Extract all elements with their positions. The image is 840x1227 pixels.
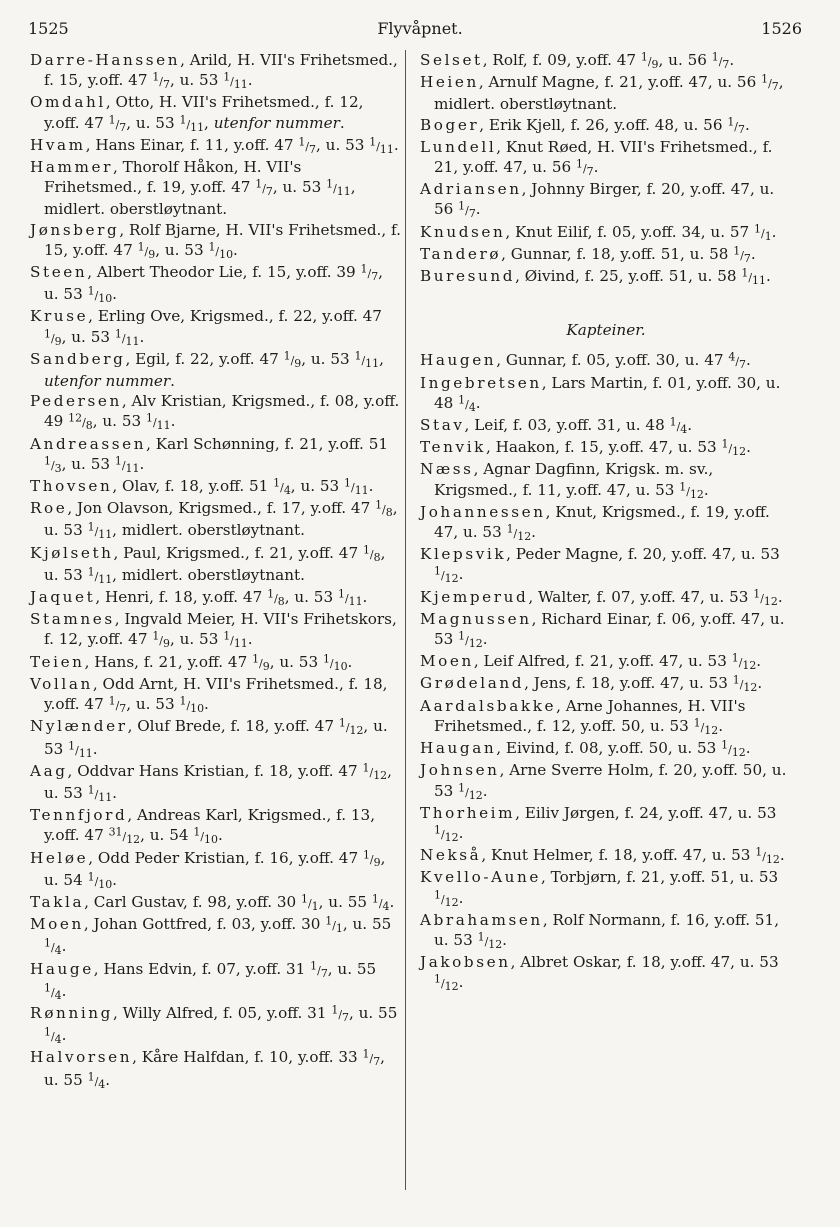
surname: Johnsen: [420, 761, 500, 780]
roster-entry: Rønning, Willy Alfred, f. 05, y.off. 31 $^1/_7$, u. 55 $^1/_4$.: [30, 1003, 398, 1047]
date-fraction: $^1/_8$: [375, 498, 393, 520]
surname: Kjemperud: [420, 587, 529, 606]
roster-entry: Buresund, Øivind, f. 25, y.off. 51, u. 58 $^1/_{11}$.: [420, 266, 771, 288]
surname: Næss: [420, 460, 474, 479]
date-fraction: $^1/_{12}$: [753, 587, 778, 608]
roster-entry: Jønsberg, Rolf Bjarne, H. VII's Frihetsmed., f. 15, y.off. 47 $^1/_9$, u. 53 $^1/_{10}$.: [30, 220, 401, 262]
roster-entry: Hammer, Thorolf Håkon, H. VII's Frihetsmed., f. 19, y.off. 47 $^1/_7$, u. 53 $^1/_{11}$, midlert. oberstløytnant.: [30, 158, 356, 219]
roster-entry: Selset, Rolf, f. 09, y.off. 47 $^1/_9$, u. 56 $^1/_7$.: [420, 50, 735, 72]
roster-entry: Darre-Hanssen, Arild, H. VII's Frihetsmed., f. 15, y.off. 47 $^1/_7$, u. 53 $^1/_{11}$.: [30, 51, 398, 92]
date-fraction: $^1/_{10}$: [87, 870, 113, 891]
date-fraction: $^1/_{11}$: [223, 629, 248, 651]
surname: Knudsen: [420, 222, 506, 241]
date-fraction: $^1/_4$: [87, 1069, 106, 1091]
date-fraction: $^1/_{11}$: [223, 70, 248, 92]
column-divider: [405, 50, 406, 1190]
date-fraction: $^1/_{11}$: [179, 112, 205, 134]
surname: Roe: [30, 499, 68, 518]
date-fraction: $^1/_4$: [458, 393, 476, 415]
surname: Omdahl: [30, 93, 106, 112]
roster-entry: Adriansen, Johnny Birger, f. 20, y.off. 47, u. 56 $^1/_7$.: [420, 180, 775, 221]
surname: Thovsen: [30, 477, 113, 496]
date-fraction: $^1/_4$: [273, 476, 291, 498]
surname: Halvorsen: [30, 1048, 133, 1067]
surname: Aardalsbakke: [420, 696, 557, 715]
roster-entry: Aardalsbakke, Arne Johannes, H. VII's Frihetsmed., f. 12, y.off. 50, u. 53 $^1/_{12}$.: [420, 696, 746, 738]
date-fraction: $^1/_4$: [44, 936, 62, 958]
roster-entry: Moen, Johan Gottfred, f. 03, y.off. 30 $^1/_1$, u. 55 $^1/_4$.: [30, 914, 392, 958]
surname: Magnussen: [420, 609, 532, 628]
roster-entry: Moen, Leif Alfred, f. 21, y.off. 47, u. 53 $^1/_{12}$.: [420, 651, 762, 673]
date-fraction: $^1/_7$: [298, 135, 317, 156]
surname: Rønning: [30, 1003, 113, 1022]
roster-entry: Kruse, Erling Ove, Krigsmed., f. 22, y.off. 47 $^1/_9$, u. 53 $^1/_{11}$.: [30, 307, 382, 348]
date-fraction: $^1/_{12}$: [458, 629, 483, 651]
roster-entry: Sandberg, Egil, f. 22, y.off. 47 $^1/_9$, u. 53 $^1/_{11}$, utenfor nummer.: [30, 349, 384, 391]
roster-entry: Nekså, Knut Helmer, f. 18, y.off. 47, u. 53 $^1/_{12}$.: [420, 845, 785, 867]
surname: Adriansen: [420, 180, 522, 199]
roster-entry: Teien, Hans, f. 21, y.off. 47 $^1/_9$, u. 53 $^1/_{10}$.: [30, 652, 353, 673]
date-fraction: $^1/_3$: [44, 454, 62, 476]
date-fraction: $^1/_4$: [44, 1025, 62, 1047]
surname: Kjølseth: [30, 543, 114, 562]
date-fraction: $^1/_9$: [362, 847, 381, 869]
running-header: [20, 14, 820, 44]
date-fraction: $^1/_7$: [761, 72, 779, 94]
surname: Heløe: [30, 848, 89, 867]
page-number-left: 1525: [28, 19, 69, 38]
date-fraction: $^1/_{10}$: [179, 694, 205, 716]
surname: Sandberg: [30, 349, 126, 368]
date-fraction: $^1/_{10}$: [322, 652, 348, 673]
surname: Nylænder: [30, 717, 128, 736]
roster-entry: Nylænder, Oluf Brede, f. 18, y.off. 47 $^1/_{12}$, u. 53 $^1/_{11}$.: [30, 716, 388, 760]
date-fraction: $^1/_9$: [152, 629, 170, 651]
date-fraction: $^1/_7$: [331, 1003, 349, 1025]
roster-entry: Haugen, Gunnar, f. 05, y.off. 30, u. 47 $^4/_7$.: [420, 350, 751, 372]
roster-entry: Ingebretsen, Lars Martin, f. 01, y.off. 30, u. 48 $^1/_4$.: [420, 373, 781, 415]
surname: Stamnes: [30, 610, 115, 629]
roster-entry: Andreassen, Karl Schønning, f. 21, y.off. 51 $^1/_3$, u. 53 $^1/_{11}$.: [30, 434, 389, 476]
date-fraction: $^1/_7$: [711, 50, 730, 72]
date-fraction: $^1/_7$: [733, 244, 751, 266]
surname: Hammer: [30, 158, 113, 177]
date-fraction: $^1/_{12}$: [731, 651, 757, 673]
date-fraction: $^1/_{12}$: [362, 761, 388, 782]
surname: Haugan: [420, 739, 497, 758]
surname: Kruse: [30, 307, 89, 326]
roster-entry: Næss, Agnar Dagfinn, Krigsk. m. sv., Krigsmed., f. 11, y.off. 47, u. 53 $^1/_{12}$.: [420, 460, 714, 501]
roster-entry: Johannessen, Knut, Krigsmed., f. 19, y.off. 47, u. 53 $^1/_{12}$.: [420, 502, 770, 544]
date-fraction: $^1/_{12}$: [458, 780, 483, 802]
date-fraction: $^1/_7$: [310, 958, 328, 980]
date-fraction: $^{31}/_{12}$: [108, 825, 141, 847]
surname: Tanderø: [420, 244, 502, 263]
note-italic: utenfor nummer: [44, 372, 171, 391]
roster-entry: Tennfjord, Andreas Karl, Krigsmed., f. 13, y.off. 47 $^{31}/_{12}$, u. 54 $^1/_{10}$.: [30, 806, 376, 847]
surname: Teien: [30, 652, 85, 671]
roster-entry: Boger, Erik Kjell, f. 26, y.off. 48, u. 56 $^1/_7$.: [420, 114, 750, 136]
roster-entry: Magnussen, Richard Einar, f. 06, y.off. 47, u. 53 $^1/_{12}$.: [420, 609, 785, 651]
roster-entry: Lundell, Knut Røed, H. VII's Frihetsmed., f. 21, y.off. 47, u. 56 $^1/_7$.: [420, 137, 773, 179]
date-fraction: $^1/_{12}$: [755, 845, 780, 867]
date-fraction: $^1/_9$: [640, 50, 659, 72]
surname: Abrahamsen: [420, 910, 543, 929]
roster-entry: Steen, Albert Theodor Lie, f. 15, y.off. 39 $^1/_7$, u. 53 $^1/_{10}$.: [30, 262, 383, 306]
page-number-right: 1526: [761, 19, 802, 38]
roster-entry: Stav, Leif, f. 03, y.off. 31, u. 48 $^1/_4$.: [420, 415, 693, 437]
roster-entry: Takla, Carl Gustav, f. 98, y.off. 30 $^1/_1$, u. 55 $^1/_4$.: [30, 892, 395, 914]
date-fraction: $^1/_{12}$: [721, 738, 746, 760]
roster-entry: Vollan, Odd Arnt, H. VII's Frihetsmed., f. 18, y.off. 47 $^1/_7$, u. 53 $^1/_{10}$.: [30, 674, 388, 716]
roster-entry: Jaquet, Henri, f. 18, y.off. 47 $^1/_8$, u. 53 $^1/_{11}$.: [30, 587, 368, 609]
roster-entry: Aag, Oddvar Hans Kristian, f. 18, y.off. 47 $^1/_{12}$, u. 53 $^1/_{11}$.: [30, 761, 392, 805]
surname: Andreassen: [30, 434, 147, 453]
surname: Tennfjord: [30, 806, 128, 825]
date-fraction: $^1/_4$: [371, 892, 390, 914]
surname: Takla: [30, 892, 85, 911]
date-fraction: $^1/_{10}$: [87, 284, 113, 306]
date-fraction: $^1/_{10}$: [208, 240, 234, 262]
date-fraction: $^1/_{11}$: [87, 520, 113, 542]
surname: Klepsvik: [420, 545, 507, 564]
date-fraction: $^1/_{11}$: [114, 454, 140, 476]
date-fraction: $^1/_7$: [576, 157, 594, 179]
date-fraction: $^{12}/_8$: [68, 411, 93, 433]
date-fraction: $^1/_{11}$: [87, 783, 113, 805]
surname: Nekså: [420, 846, 482, 865]
roster-entry: Klepsvik, Peder Magne, f. 20, y.off. 47, u. 53 $^1/_{12}$.: [420, 545, 780, 586]
roster-entry: Kjemperud, Walter, f. 07, y.off. 47, u. 53 $^1/_{12}$.: [420, 587, 783, 608]
date-fraction: $^1/_{12}$: [732, 673, 758, 695]
date-fraction: $^1/_{12}$: [506, 522, 532, 544]
date-fraction: $^1/_7$: [152, 70, 170, 92]
roster-entry: Knudsen, Knut Eilif, f. 05, y.off. 34, u. 57 $^1/_1$.: [420, 221, 777, 243]
surname: Jakobsen: [420, 953, 511, 972]
date-fraction: $^1/_{11}$: [741, 266, 766, 288]
date-fraction: $^1/_9$: [283, 349, 302, 371]
surname: Hvam: [30, 135, 86, 154]
left-column: [30, 50, 402, 1092]
surname: Lundell: [420, 137, 497, 156]
date-fraction: $^1/_{12}$: [338, 716, 364, 738]
right-column-top-list: [420, 50, 792, 288]
roster-entry: Thovsen, Olav, f. 18, y.off. 51 $^1/_4$, u. 53 $^1/_{11}$.: [30, 476, 374, 498]
date-fraction: $^1/_{11}$: [145, 411, 171, 433]
date-fraction: $^1/_{12}$: [721, 437, 747, 459]
right-column-bottom-list: [420, 350, 792, 994]
date-fraction: $^1/_{12}$: [693, 716, 719, 738]
roster-entry: Pedersen, Alv Kristian, Krigsmed., f. 08, y.off. 49 $^{12}/_8$, u. 53 $^1/_{11}$.: [30, 392, 400, 433]
surname: Stav: [420, 416, 465, 435]
surname: Tenvik: [420, 438, 486, 457]
date-fraction: $^1/_4$: [669, 415, 688, 437]
date-fraction: $^1/_9$: [252, 652, 270, 673]
page-title: Flyvåpnet.: [377, 19, 463, 38]
roster-entry: Thorheim, Eiliv Jørgen, f. 24, y.off. 47, u. 53 $^1/_{12}$.: [420, 803, 777, 845]
date-fraction: $^1/_7$: [255, 177, 273, 199]
date-fraction: $^1/_{11}$: [68, 738, 93, 760]
date-fraction: $^1/_8$: [267, 587, 285, 609]
date-fraction: $^1/_{11}$: [369, 135, 394, 156]
surname: Moen: [30, 915, 84, 934]
date-fraction: $^1/_{12}$: [434, 564, 459, 586]
surname: Steen: [30, 263, 88, 282]
roster-entry: Hauge, Hans Edvin, f. 07, y.off. 31 $^1/_7$, u. 55 $^1/_4$.: [30, 958, 377, 1002]
surname: Jaquet: [30, 588, 96, 607]
note-italic: utenfor nummer: [213, 113, 340, 132]
date-fraction: $^1/_{11}$: [326, 177, 351, 199]
roster-entry: Kjølseth, Paul, Krigsmed., f. 21, y.off. 47 $^1/_8$, u. 53 $^1/_{11}$, midlert. oberstløytnant.: [30, 543, 386, 587]
date-fraction: $^1/_9$: [137, 240, 156, 262]
date-fraction: $^1/_9$: [44, 327, 62, 348]
date-fraction: $^1/_{11}$: [354, 349, 380, 371]
date-fraction: $^1/_{11}$: [87, 565, 113, 587]
roster-entry: Haugan, Eivind, f. 08, y.off. 50, u. 53 $^1/_{12}$.: [420, 738, 751, 760]
date-fraction: $^1/_4$: [44, 981, 62, 1002]
date-fraction: $^1/_7$: [108, 694, 127, 716]
surname: Vollan: [30, 674, 93, 693]
roster-entry: Heløe, Odd Peder Kristian, f. 16, y.off. 47 $^1/_9$, u. 54 $^1/_{10}$.: [30, 847, 386, 891]
roster-entry: Grødeland, Jens, f. 18, y.off. 47, u. 53 $^1/_{12}$.: [420, 673, 763, 695]
roster-entry: Jakobsen, Albret Oskar, f. 18, y.off. 47, u. 53 $^1/_{12}$.: [420, 953, 779, 994]
surname: Kvello-Aune: [420, 868, 542, 887]
surname: Ingebretsen: [420, 373, 542, 392]
surname: Hauge: [30, 959, 94, 978]
date-fraction: $^1/_7$: [727, 114, 745, 136]
date-fraction: $^1/_8$: [362, 543, 381, 564]
date-fraction: $^1/_{12}$: [679, 480, 704, 501]
date-fraction: $^1/_{12}$: [477, 930, 503, 952]
surname: Thorheim: [420, 803, 516, 822]
roster-entry: Roe, Jon Olavson, Krigsmed., f. 17, y.off. 47 $^1/_8$, u. 53 $^1/_{11}$, midlert. oberstløytnant.: [30, 498, 398, 542]
date-fraction: $^1/_{12}$: [434, 972, 459, 994]
date-fraction: $^1/_{10}$: [193, 825, 218, 847]
date-fraction: $^1/_7$: [362, 1047, 381, 1069]
roster-entry: Johnsen, Arne Sverre Holm, f. 20, y.off. 50, u. 53 $^1/_{12}$.: [420, 761, 787, 802]
surname: Aag: [30, 761, 68, 780]
roster-entry: Halvorsen, Kåre Halfdan, f. 10, y.off. 33 $^1/_7$, u. 55 $^1/_4$.: [30, 1047, 385, 1091]
date-fraction: $^1/_7$: [108, 112, 127, 134]
date-fraction: $^1/_{11}$: [114, 327, 140, 348]
surname: Selset: [420, 51, 483, 69]
roster-entry: Stamnes, Ingvald Meier, H. VII's Frihetskors, f. 12, y.off. 47 $^1/_9$, u. 53 $^1/_{11}$.: [30, 610, 397, 651]
section-heading-kapteiner: Kapteiner.: [566, 321, 646, 340]
right-column: [420, 50, 792, 995]
date-fraction: $^1/_7$: [458, 199, 476, 221]
surname: Boger: [420, 115, 480, 134]
date-fraction: $^1/_{12}$: [434, 887, 459, 909]
roster-entry: Tenvik, Haakon, f. 15, y.off. 47, u. 53 $^1/_{12}$.: [420, 437, 751, 459]
surname: Pedersen: [30, 392, 122, 411]
roster-entry: Omdahl, Otto, H. VII's Frihetsmed., f. 12, y.off. 47 $^1/_7$, u. 53 $^1/_{11}$, utenfor nummer.: [30, 93, 364, 134]
surname: Haugen: [420, 351, 497, 370]
surname: Grødeland: [420, 674, 525, 693]
roster-entry: Abrahamsen, Rolf Normann, f. 16, y.off. 51, u. 53 $^1/_{12}$.: [420, 910, 780, 952]
date-fraction: $^1/_{11}$: [344, 476, 369, 498]
date-fraction: $^1/_{12}$: [434, 823, 459, 845]
date-fraction: $^4/_7$: [728, 350, 746, 372]
date-fraction: $^1/_1$: [301, 892, 319, 914]
surname: Heien: [420, 73, 479, 92]
surname: Johannessen: [420, 502, 546, 521]
roster-entry: Hvam, Hans Einar, f. 11, y.off. 47 $^1/_7$, u. 53 $^1/_{11}$.: [30, 135, 399, 156]
roster-entry: Kvello-Aune, Torbjørn, f. 21, y.off. 51, u. 53 $^1/_{12}$.: [420, 868, 779, 909]
date-fraction: $^1/_{11}$: [337, 587, 363, 609]
date-fraction: $^1/_1$: [325, 914, 343, 936]
date-fraction: $^1/_7$: [360, 262, 379, 284]
surname: Darre-Hanssen: [30, 51, 181, 69]
roster-entry: Heien, Arnulf Magne, f. 21, y.off. 47, u. 56 $^1/_7$, midlert. oberstløytnant.: [420, 72, 784, 114]
surname: Jønsberg: [30, 220, 120, 239]
surname: Buresund: [420, 267, 516, 286]
roster-entry: Tanderø, Gunnar, f. 18, y.off. 51, u. 58 $^1/_7$.: [420, 244, 756, 266]
surname: Moen: [420, 652, 474, 671]
date-fraction: $^1/_1$: [754, 221, 772, 243]
